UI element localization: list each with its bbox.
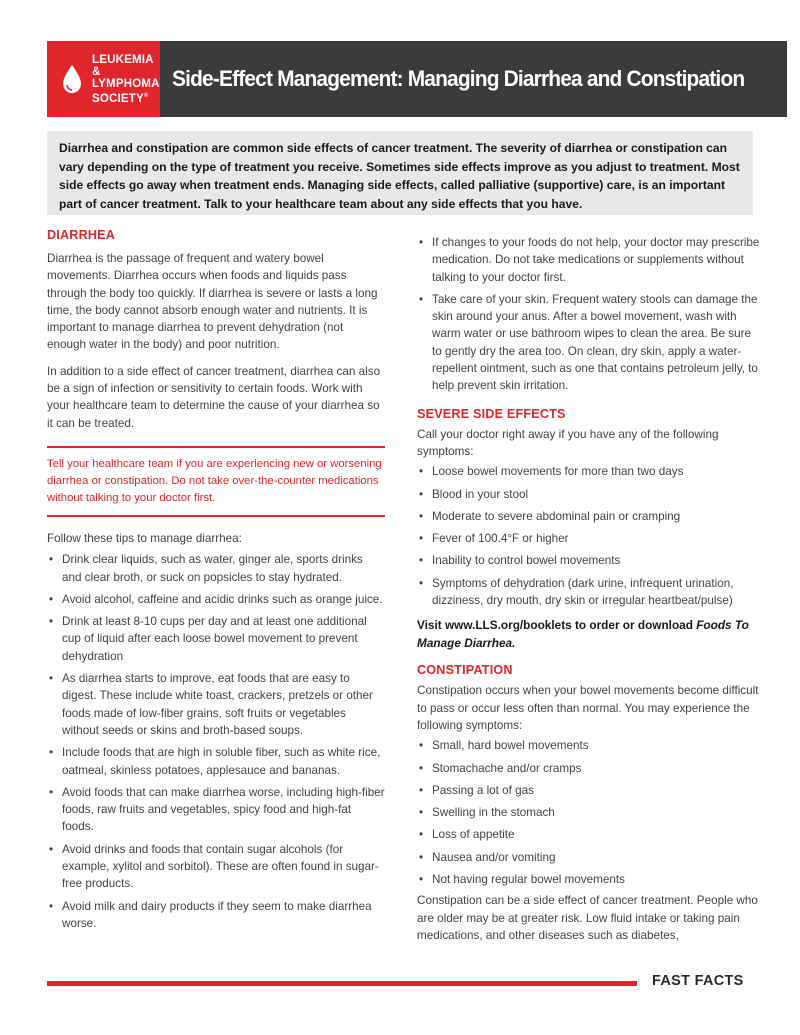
diarrhea-heading: DIARRHEA	[47, 228, 116, 242]
severe-symptoms-list	[417, 463, 762, 609]
diarrhea-paragraph-2: In addition to a side effect of cancer treatment, diarrhea can also be a sign of infection or sensitivity to certain foods. Work with your healthcare team to determine the cause of your diarrhea so it can be treated.	[47, 364, 381, 430]
diarrhea-tips-continued	[417, 234, 762, 395]
blood-drop-icon	[61, 64, 83, 94]
list-item: • Avoid drinks and foods that contain sugar alcohols (for example, xylitol and sorbitol). These are often found in sugar-free products.	[47, 841, 385, 893]
list-item: • Nausea and/or vomiting	[417, 849, 762, 866]
visit-text: Visit www.LLS.org/booklets to order or download	[417, 618, 697, 633]
constipation-intro: Constipation occurs when your bowel movements become difficult to pass or occur less often than normal. You may experience the following symptoms:	[417, 684, 759, 732]
list-item: • Inability to control bowel movements	[417, 552, 762, 569]
logo-wordmark	[92, 54, 160, 105]
title-bar	[160, 41, 787, 117]
constipation-symptoms-list	[417, 737, 762, 888]
diarrhea-paragraph-1: Diarrhea is the passage of frequent and watery bowel movements. Diarrhea occurs when foods and liquids pass through the body too quickly. If diarrhea is severe or lasts a long time, the body cannot absorb enough water and nutrients. It is important to manage diarrhea to prevent dehydration (not enough water in the body) and poor nutrition.	[47, 252, 378, 352]
list-item: • Drink at least 8-10 cups per day and at least one additional cup of liquid after each loose bowel movement to prevent dehydration	[47, 613, 385, 665]
constipation-heading: CONSTIPATION	[417, 663, 513, 678]
booklet-title: Foods To Manage Diarrhea.	[417, 618, 749, 650]
list-item: • Stomachache and/or cramps	[417, 760, 762, 777]
list-item: • As diarrhea starts to improve, eat foods that are easy to digest. These include white toast, crackers, pretzels or other foods made of low-fiber grains, soft fruits or vegetables without seeds or skins and broth-based soups.	[47, 670, 385, 739]
list-item: • Include foods that are high in soluble fiber, such as white rice, oatmeal, skinless potatoes, applesauce and bananas.	[47, 744, 385, 779]
logo-line-2: LYMPHOMA	[92, 77, 160, 90]
intro-box: Diarrhea and constipation are common side effects of cancer treatment. The severity of diarrhea or constipation can vary depending on the type of treatment you receive. Sometimes side effects improve as you adjust to treatment. Most side effects go away when treatment ends. Managing side effects, called palliative (supportive) care, is an important part of cancer treatment. Talk to your healthcare team about any side effects that you have.	[47, 131, 753, 215]
page-title: Side-Effect Management: Managing Diarrhea and Constipation	[171, 66, 744, 91]
list-item: • Small, hard bowel movements	[417, 737, 762, 754]
list-item: • Passing a lot of gas	[417, 782, 762, 799]
callout-box	[47, 446, 385, 517]
tips-intro: Follow these tips to manage diarrhea:	[47, 531, 242, 545]
right-column	[417, 234, 762, 944]
severe-heading: SEVERE SIDE EFFECTS	[417, 406, 566, 421]
list-item: • Take care of your skin. Frequent watery stools can damage the skin around your anus. After a bowel movement, wash with warm water or use bathroom wipes to clean the area. Be sure to gently dry the area too. On clean, dry skin, apply a water-repellent ointment, such as one that contains petroleum jelly, to help prevent skin irritation.	[417, 291, 762, 395]
list-item: • Blood in your stool	[417, 486, 762, 503]
list-item: • Avoid milk and dairy products if they seem to make diarrhea worse.	[47, 898, 385, 933]
severe-intro: Call your doctor right away if you have any of the following symptoms:	[417, 427, 719, 458]
visit-note	[417, 617, 762, 652]
list-item: • Loose bowel movements for more than two days	[417, 463, 762, 480]
list-item: • Swelling in the stomach	[417, 804, 762, 821]
registered-mark: ®	[143, 92, 149, 99]
list-item: • Avoid foods that can make diarrhea worse, including high-fiber foods, raw fruits and vegetables, spicy food and high-fat foods.	[47, 784, 385, 836]
list-item: • If changes to your foods do not help, your doctor may prescribe medication. Do not take medications or supplements without talking to your doctor first.	[417, 234, 762, 286]
logo-line-3: SOCIETY	[92, 92, 144, 105]
fast-facts-label: FAST FACTS	[652, 973, 744, 989]
lls-logo	[47, 41, 160, 117]
list-item: • Fever of 100.4°F or higher	[417, 530, 762, 547]
list-item: • Drink clear liquids, such as water, ginger ale, sports drinks and clear broth, or suck on popsicles to stay hydrated.	[47, 551, 385, 586]
list-item: • Symptoms of dehydration (dark urine, infrequent urination, dizziness, dry mouth, dry skin or irregular heartbeat/pulse)	[417, 575, 762, 610]
list-item: • Loss of appetite	[417, 826, 762, 843]
callout-text: Tell your healthcare team if you are experiencing new or worsening diarrhea or constipation. Do not take over-the-counter medications without talking to your doctor first.	[47, 457, 382, 504]
list-item: • Avoid alcohol, caffeine and acidic drinks such as orange juice.	[47, 591, 385, 608]
diarrhea-tips-list	[47, 551, 385, 932]
list-item: • Moderate to severe abdominal pain or cramping	[417, 508, 762, 525]
left-column	[47, 228, 385, 932]
list-item: • Not having regular bowel movements	[417, 871, 762, 888]
header-banner	[47, 41, 752, 117]
constipation-outro: Constipation can be a side effect of cancer treatment. People who are older may be at greater risk. Low fluid intake or taking pain medications, and other diseases such as diabetes,	[417, 894, 758, 942]
footer-bar	[47, 981, 637, 986]
logo-line-1: LEUKEMIA &	[92, 53, 154, 78]
